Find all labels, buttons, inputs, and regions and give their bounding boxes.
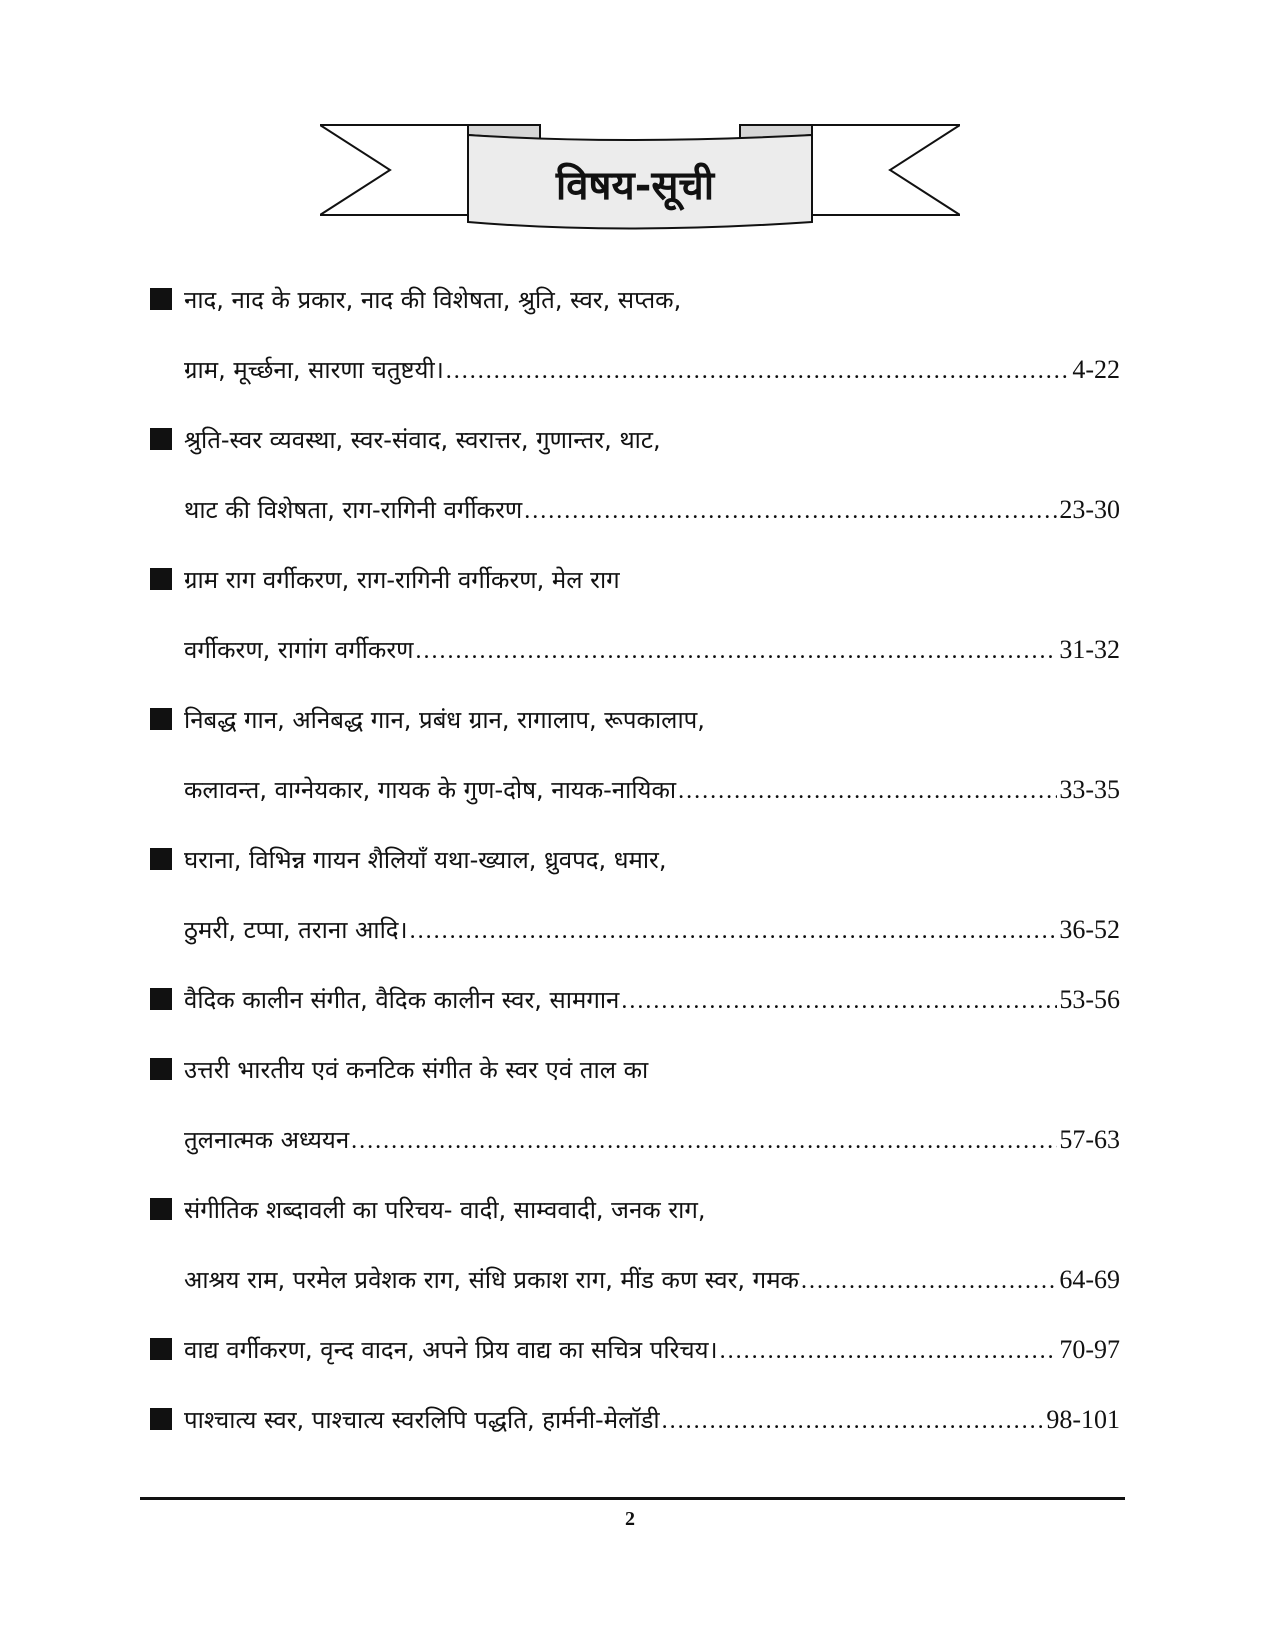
toc-entry-2-line2 (150, 492, 1120, 529)
toc-page-range: 64-69 (1059, 1265, 1120, 1294)
bullet-square-icon (150, 1408, 172, 1430)
toc-page-range: 70-97 (1059, 1335, 1120, 1364)
bullet-square-icon (150, 1338, 172, 1360)
toc-page-range: 53-56 (1059, 985, 1120, 1014)
toc-page-range: 4-22 (1072, 355, 1120, 384)
toc-entry-text-wrap (150, 1402, 660, 1438)
toc-page-range: 98-101 (1046, 1405, 1120, 1434)
toc-page-range: 23-30 (1059, 495, 1120, 524)
dot-leader (410, 913, 1058, 949)
toc-entry-4-line1 (150, 702, 1120, 738)
toc-entry-text: आश्रय राम, परमेल प्रवेशक राग, संधि प्रकाश राग, मींड कण स्वर, गमक (184, 1266, 799, 1294)
toc-page-range: 57-63 (1059, 1125, 1120, 1154)
toc-page-range: 36-52 (1059, 915, 1120, 944)
toc-entry-text: वैदिक कालीन संगीत, वैदिक कालीन स्वर, सामगान (184, 986, 620, 1014)
dot-leader (801, 1263, 1057, 1299)
footer-rule (140, 1497, 1125, 1500)
toc-entry-text: ग्राम, मूर्च्छना, सारणा चतुष्टयी। (184, 356, 444, 384)
dot-leader (351, 1123, 1057, 1159)
dot-leader (446, 353, 1071, 389)
toc-entry-10-line1 (150, 1402, 1120, 1439)
bullet-square-icon (150, 708, 172, 730)
dot-leader (524, 493, 1057, 529)
toc-entry-5-line2 (150, 912, 1120, 949)
toc-entry-text: घराना, विभिन्न गायन शैलियाँ यथा-ख्याल, ध्रुवपद, धमार, (184, 846, 667, 874)
toc-entry-text: तुलनात्मक अध्ययन (184, 1126, 350, 1154)
toc-entry-3-line1 (150, 562, 1120, 598)
bullet-square-icon (150, 1198, 172, 1220)
bullet-square-icon (150, 988, 172, 1010)
toc-entry-text: नाद, नाद के प्रकार, नाद की विशेषता, श्रुति, स्वर, सप्तक, (184, 286, 682, 314)
toc-entry-6-line1 (150, 982, 1120, 1019)
toc-page-range: 33-35 (1059, 775, 1120, 804)
toc-entry-8-line1 (150, 1192, 1120, 1228)
toc-entry-text: उत्तरी भारतीय एवं कनटिक संगीत के स्वर एवं ताल का (184, 1056, 649, 1084)
toc-entry-text: पाश्चात्य स्वर, पाश्चात्य स्वरलिपि पद्धति, हार्मनी-मेलॉडी (184, 1406, 660, 1434)
dot-leader (416, 633, 1058, 669)
toc-entry-9-line1 (150, 1332, 1120, 1369)
toc-entry-text: कलावन्त, वाग्नेयकार, गायक के गुण-दोष, नायक-नायिका (184, 776, 677, 804)
toc-entry-text: ग्राम राग वर्गीकरण, राग-रागिनी वर्गीकरण, मेल राग (184, 566, 620, 594)
toc-entry-4-line2 (150, 772, 1120, 809)
dot-leader (621, 983, 1057, 1019)
toc-entry-text-wrap (150, 982, 619, 1018)
page-title: विषय-सूची (555, 163, 715, 209)
toc-entry-text: वर्गीकरण, रागांग वर्गीकरण (184, 636, 414, 664)
bullet-square-icon (150, 288, 172, 310)
bullet-square-icon (150, 848, 172, 870)
toc-entry-text: ठुमरी, टप्पा, तराना आदि। (184, 916, 408, 944)
toc-entry-text-wrap (150, 1332, 718, 1368)
toc-page-range: 31-32 (1059, 635, 1120, 664)
toc-entry-text: थाट की विशेषता, राग-रागिनी वर्गीकरण (184, 496, 523, 524)
toc-entry-7-line2 (150, 1122, 1120, 1159)
toc-entry-1-line2 (150, 352, 1120, 389)
bullet-square-icon (150, 1058, 172, 1080)
toc-entry-5-line1 (150, 842, 1120, 878)
toc-entry-text: निबद्ध गान, अनिबद्ध गान, प्रबंध ग्रान, रागालाप, रूपकालाप, (184, 706, 705, 734)
toc-entry-7-line1 (150, 1052, 1120, 1088)
dot-leader (678, 773, 1057, 809)
toc-entry-text: वाद्य वर्गीकरण, वृन्द वादन, अपने प्रिय वाद्य का सचित्र परिचय। (184, 1336, 718, 1364)
dot-leader (720, 1333, 1058, 1369)
toc-entry-3-line2 (150, 632, 1120, 669)
toc-entry-8-line2 (150, 1262, 1120, 1299)
bullet-square-icon (150, 428, 172, 450)
toc-entry-1-line1 (150, 282, 1120, 318)
toc-entry-2-line1 (150, 422, 1120, 458)
toc-entry-text: श्रुति-स्वर व्यवस्था, स्वर-संवाद, स्वरात्तर, गुणान्तर, थाट, (184, 426, 661, 454)
dot-leader (662, 1403, 1045, 1439)
toc-entry-text: संगीतिक शब्दावली का परिचय- वादी, साम्ववादी, जनक राग, (184, 1196, 706, 1224)
bullet-square-icon (150, 568, 172, 590)
page-number: 2 (625, 1508, 635, 1530)
